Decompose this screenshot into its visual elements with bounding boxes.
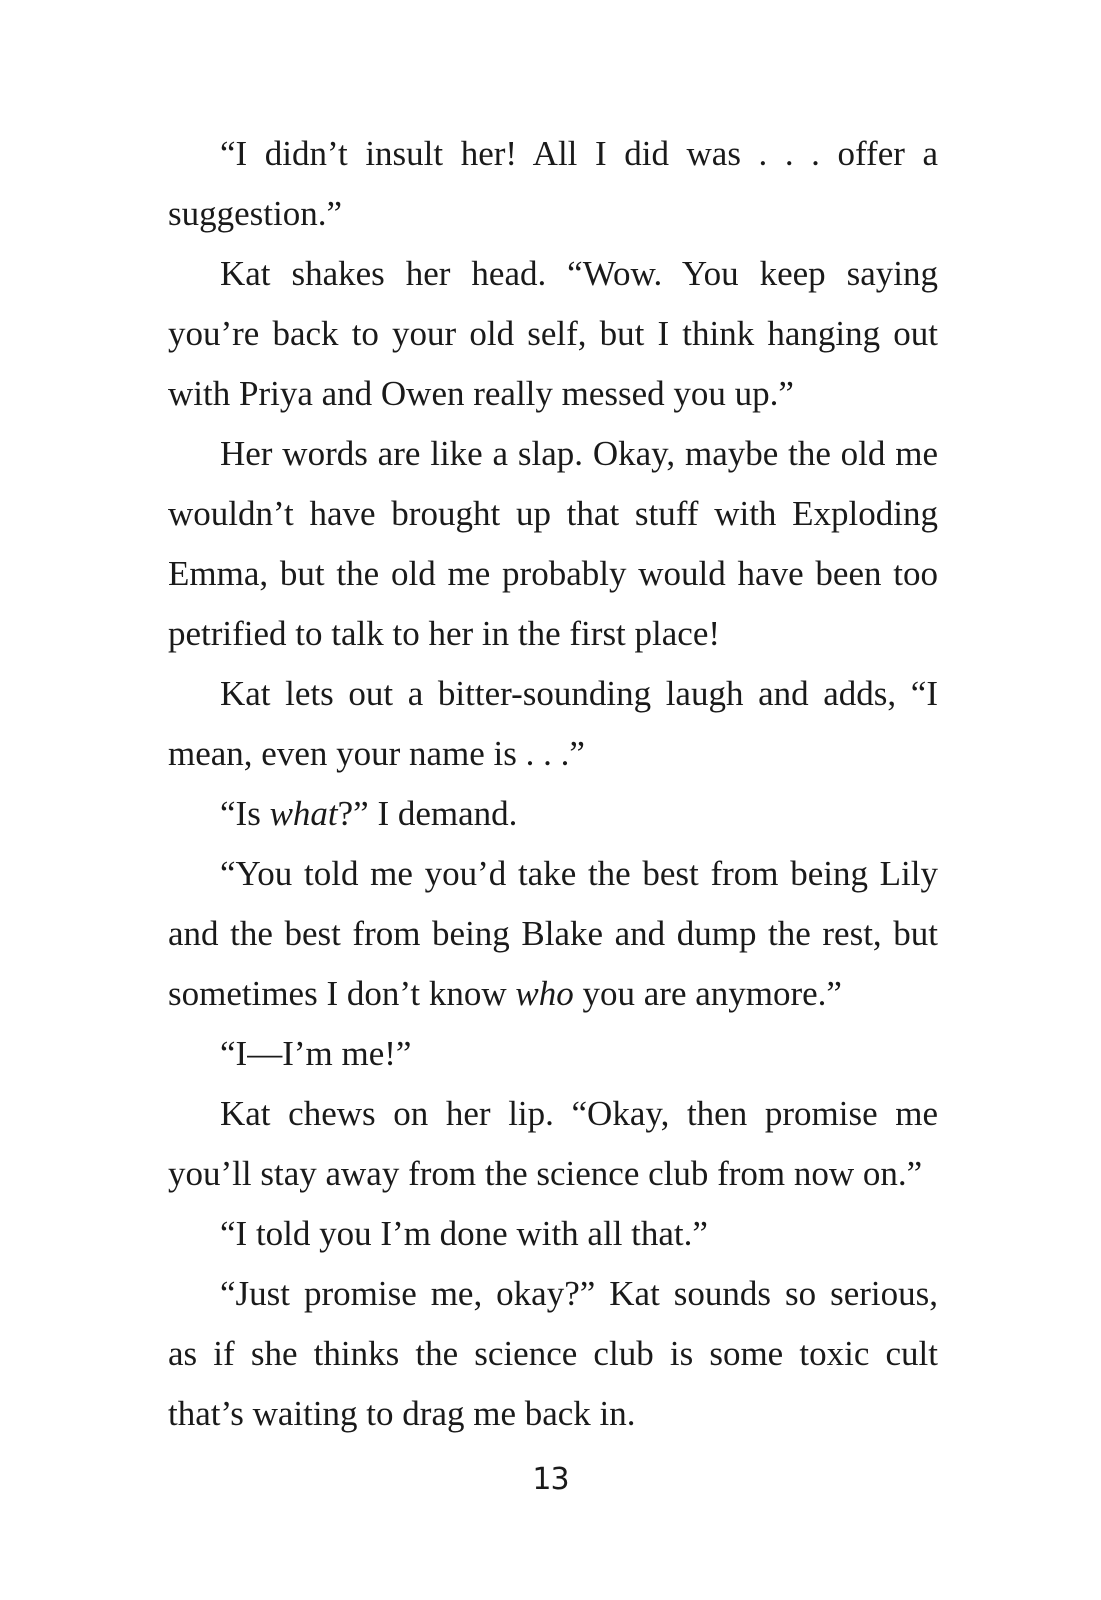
text-run: Her words are like a slap. Okay, maybe the old me wouldn’t have brought up that stuff with Exploding Emma, but the old me probably would have been too petrified to talk to her in the first place! xyxy=(168,434,938,653)
paragraph xyxy=(168,124,938,244)
paragraph xyxy=(168,844,938,1024)
text-run: Kat lets out a bitter-sounding laugh and adds, “I mean, even your name is . . .” xyxy=(168,674,938,773)
paragraph xyxy=(168,664,938,784)
text-run: “I didn’t insult her! All I did was . . . offer a suggestion.” xyxy=(168,134,938,233)
paragraph xyxy=(168,244,938,424)
italic-text-run: what xyxy=(269,794,338,833)
text-run: ?” I demand. xyxy=(337,794,518,833)
text-run: “I told you I’m done with all that.” xyxy=(220,1214,708,1253)
paragraph xyxy=(168,1024,938,1084)
paragraph xyxy=(168,1204,938,1264)
paragraph xyxy=(168,1264,938,1444)
page-body xyxy=(168,124,938,1444)
text-run: “You told me you’d take the best from being Lily and the best from being Blake and dump the rest, but sometimes I don’t know xyxy=(168,854,938,1013)
text-run: you are anymore.” xyxy=(573,974,842,1013)
text-run: “I—I’m me!” xyxy=(220,1034,412,1073)
page-number: 13 xyxy=(532,1462,569,1497)
italic-text-run: who xyxy=(515,974,574,1013)
text-run: Kat chews on her lip. “Okay, then promise me you’ll stay away from the science club from now on.” xyxy=(168,1094,938,1193)
text-run: “Is xyxy=(220,794,270,833)
paragraph xyxy=(168,784,938,844)
paragraph xyxy=(168,424,938,664)
text-run: Kat shakes her head. “Wow. You keep saying you’re back to your old self, but I think hanging out with Priya and Owen really messed you up.” xyxy=(168,254,938,413)
paragraph xyxy=(168,1084,938,1204)
text-run: “Just promise me, okay?” Kat sounds so serious, as if she thinks the science club is some toxic cult that’s waiting to drag me back in. xyxy=(168,1274,938,1433)
